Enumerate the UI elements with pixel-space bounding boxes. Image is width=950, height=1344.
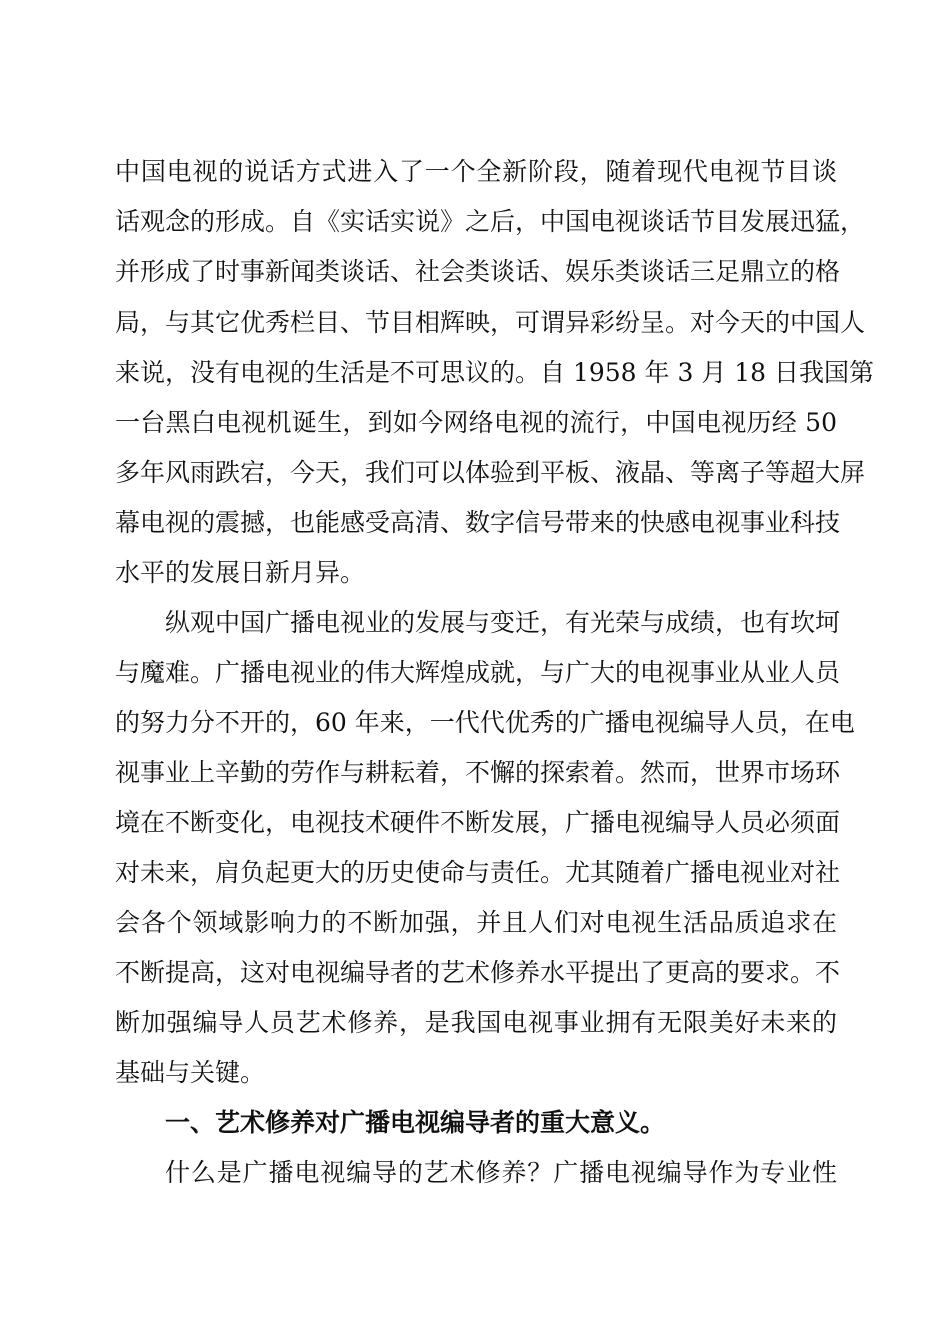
paragraph-2-line-7: 会各个领域影响力的不断加强，并且人们对电视生活品质追求在 [115,908,837,937]
paragraph-2-line-8: 不断提高，这对电视编导者的艺术修养水平提出了更高的要求。不 [115,958,841,987]
paragraph-1-line-5: 来说，没有电视的生活是不可思议的。自 1958 年 3 月 18 日我国第 [115,358,875,387]
paragraph-2-line-2: 与魔难。广播电视业的伟大辉煌成就，与广大的电视事业从业人员 [115,658,841,687]
paragraph-1-line-8: 幕电视的震撼，也能感受高清、数字信号带来的快感电视事业科技 [115,508,841,537]
paragraph-2-line-1: 纵观中国广播电视业的发展与变迁，有光荣与成绩，也有坎坷 [165,608,841,637]
paragraph-1-line-2: 话观念的形成。自《实话实说》之后，中国电视谈话节目发展迅猛， [115,207,866,236]
paragraph-2-line-3: 的努力分不开的，60 年来，一代代优秀的广播电视编导人员，在电 [115,708,855,737]
paragraph-1-line-9: 水平的发展日新月异。 [115,558,366,587]
paragraph-3-line-1: 什么是广播电视编导的艺术修养？广播电视编导作为专业性 [165,1158,837,1187]
paragraph-2-line-4: 视事业上辛勤的劳作与耕耘着，不懈的探索着。然而，世界市场环 [115,758,841,787]
paragraph-1-line-4: 局，与其它优秀栏目、节目相辉映，可谓异彩纷呈。对今天的中国人 [115,308,866,337]
paragraph-2-line-6: 对未来，肩负起更大的历史使命与责任。尤其随着广播电视业对社 [115,858,841,887]
paragraph-2-line-10: 基础与关键。 [115,1058,266,1087]
section-heading: 一、艺术修养对广播电视编导者的重大意义。 [165,1108,666,1137]
paragraph-1-line-6: 一台黑白电视机诞生，到如今网络电视的流行，中国电视历经 50 [115,408,837,437]
paragraph-1-line-3: 并形成了时事新闻类谈话、社会类谈话、娱乐类谈话三足鼎立的格 [115,257,841,286]
paragraph-1-line-7: 多年风雨跌宕，今天，我们可以体验到平板、液晶、等离子等超大屏 [115,458,866,487]
paragraph-2-line-9: 断加强编导人员艺术修养，是我国电视事业拥有无限美好未来的 [115,1008,837,1037]
paragraph-2-line-5: 境在不断变化，电视技术硬件不断发展，广播电视编导人员必须面 [115,808,841,837]
paragraph-1-line-1: 中国电视的说话方式进入了一个全新阶段，随着现代电视节目谈 [115,157,837,186]
